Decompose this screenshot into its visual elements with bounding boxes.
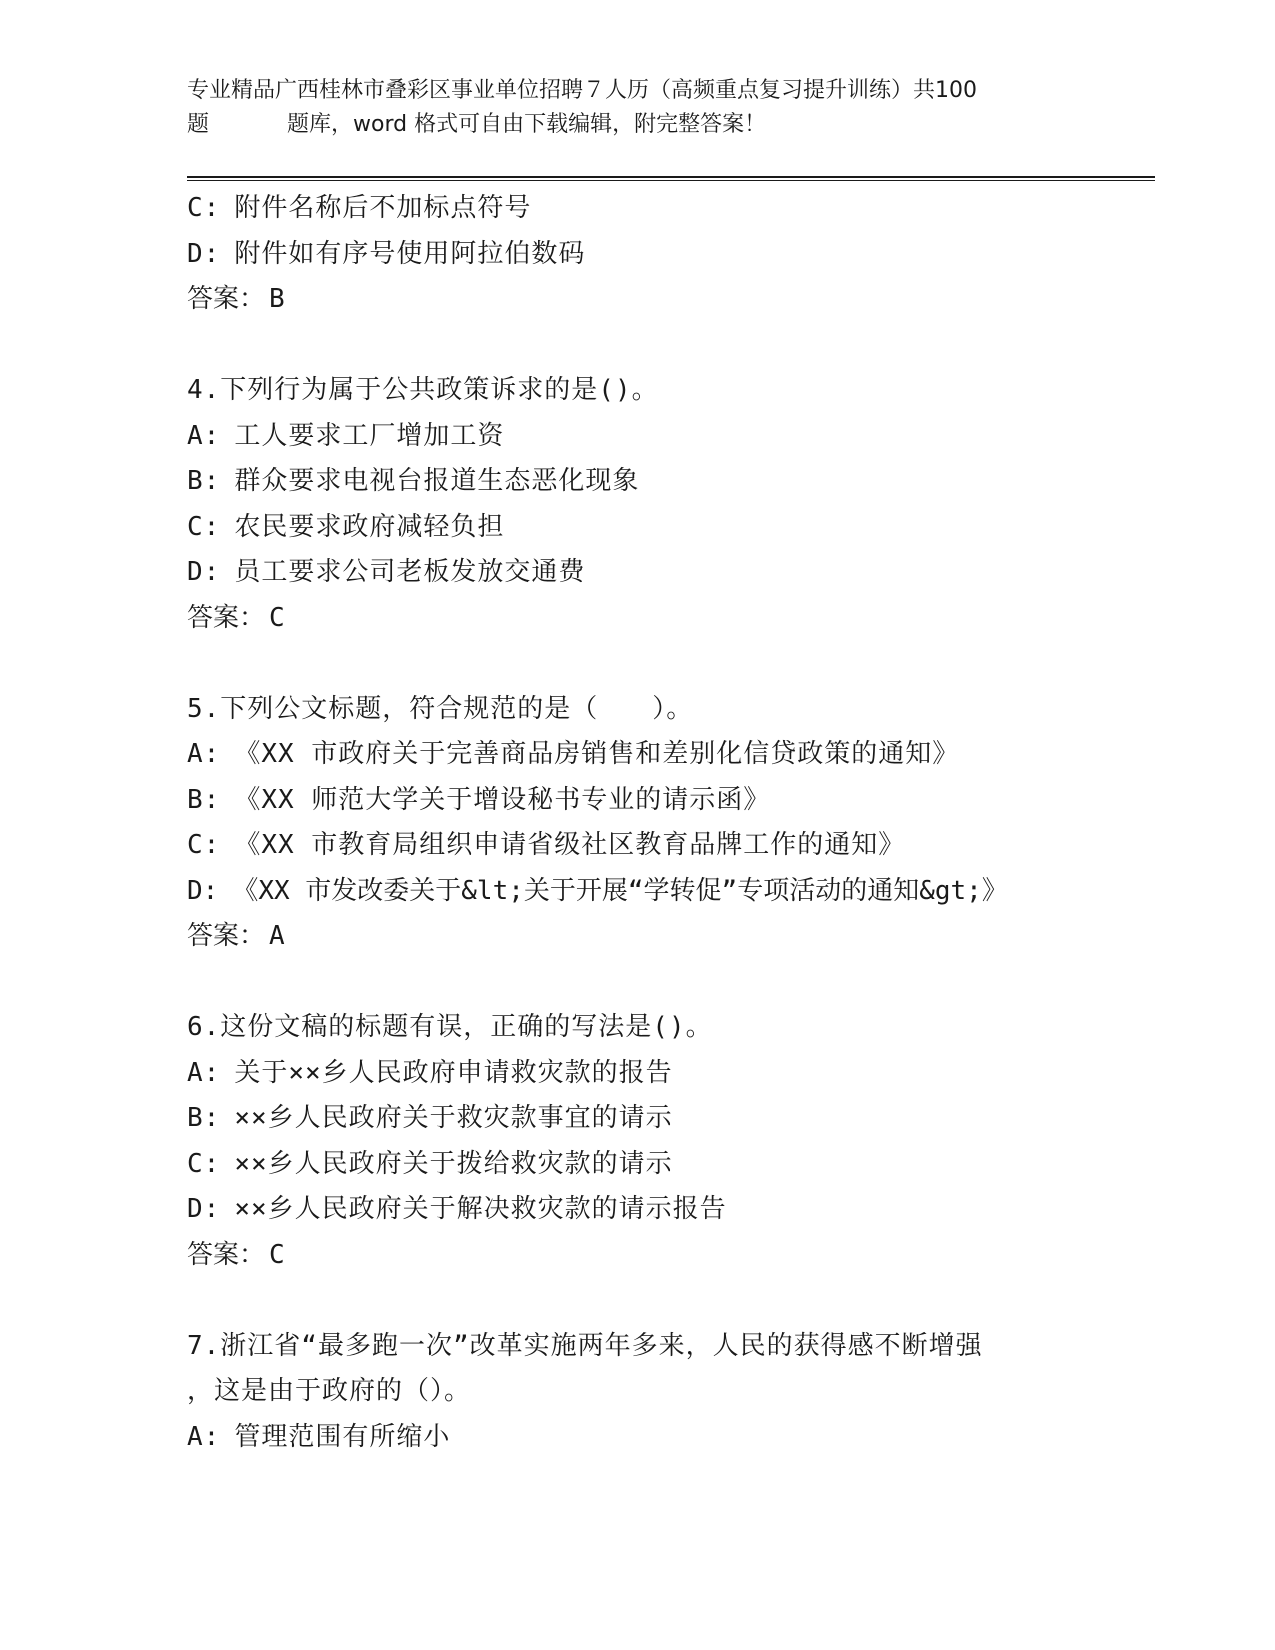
option-label: A: — [187, 739, 221, 769]
option-text: 附件名称后不加标点符号 — [234, 193, 532, 223]
option-label: C: — [187, 1148, 221, 1179]
option-text: 工人要求工厂增加工资 — [234, 420, 505, 451]
question-6 — [187, 1005, 1137, 1278]
option-text: 《XX 市政府关于完善商品房销售和差别化信贷政策的通知》 — [234, 739, 960, 769]
question-7 — [187, 1324, 1137, 1461]
answer-value: B — [269, 284, 285, 314]
option-line — [187, 732, 1137, 778]
question-stem: 4.下列行为属于公共政策诉求的是()。 — [187, 375, 659, 405]
option-line — [187, 459, 1137, 505]
question-5 — [187, 687, 1137, 960]
document-body — [187, 186, 1137, 1460]
option-label: D: — [187, 238, 221, 269]
option-line — [187, 550, 1137, 596]
option-line — [187, 1187, 1137, 1233]
header-divider — [187, 176, 1155, 181]
option-text: 管理范围有所缩小 — [234, 1421, 451, 1452]
option-label: B: — [187, 784, 221, 815]
answer-value: C — [269, 602, 285, 633]
answer-line — [187, 277, 1137, 323]
option-text: 《XX 师范大学关于增设秘书专业的请示函》 — [234, 784, 771, 815]
answer-value: C — [269, 1239, 285, 1270]
option-line — [187, 1415, 1137, 1461]
answer-line — [187, 1233, 1137, 1279]
option-text: ××乡人民政府关于解决救灾款的请示报告 — [234, 1194, 727, 1224]
option-label: C: — [187, 511, 221, 542]
option-label: B: — [187, 466, 221, 496]
option-text: 农民要求政府减轻负担 — [234, 511, 505, 542]
header-title-line2 — [187, 108, 1087, 142]
option-line — [187, 1051, 1137, 1097]
answer-label: 答案： — [187, 921, 266, 951]
answer-line — [187, 596, 1137, 642]
option-label: C: — [187, 830, 221, 860]
option-line — [187, 505, 1137, 551]
option-text: 《XX 市发改委关于&lt;关于开展“学转促”专项活动的通知&gt;》 — [232, 875, 1008, 906]
option-label: A: — [187, 420, 221, 451]
option-text: 群众要求电视台报道生态恶化现象 — [234, 466, 640, 496]
option-line — [187, 232, 1137, 278]
question-stem-line2: ，这是由于政府的（）。 — [187, 1376, 472, 1406]
page-header — [187, 74, 1087, 142]
answer-value: A — [269, 921, 285, 951]
question-stem: 6.这份文稿的标题有误，正确的写法是()。 — [187, 1012, 713, 1042]
option-label: C: — [187, 193, 221, 223]
option-text: 关于××乡人民政府申请救灾款的报告 — [234, 1057, 673, 1088]
option-line — [187, 1142, 1137, 1188]
option-text: 附件如有序号使用阿拉伯数码 — [234, 238, 586, 269]
header-title-line1: 专业精品广西桂林市叠彩区事业单位招聘７人历（高频重点复习提升训练）共100 — [187, 78, 977, 103]
question-4 — [187, 368, 1137, 641]
option-label: A: — [187, 1057, 221, 1088]
option-label: D: — [187, 875, 219, 906]
option-label: D: — [187, 557, 221, 587]
option-text: ××乡人民政府关于救灾款事宜的请示 — [234, 1103, 673, 1133]
option-line — [187, 186, 1137, 232]
option-line — [187, 778, 1137, 824]
option-line — [187, 869, 1137, 915]
answer-line — [187, 914, 1137, 960]
question-stem-line1: 7.浙江省“最多跑一次”改革实施两年多来，人民的获得感不断增强 — [187, 1330, 983, 1361]
option-text: 员工要求公司老板发放交通费 — [234, 557, 586, 587]
question-stem: 5.下列公文标题，符合规范的是（ ）。 — [187, 693, 694, 724]
option-label: D: — [187, 1194, 221, 1224]
question-3-tail — [187, 186, 1137, 323]
answer-label: 答案： — [187, 1239, 266, 1270]
option-line — [187, 414, 1137, 460]
header-title-line2-end: 题库，word 格式可自由下载编辑，附完整答案！ — [287, 112, 767, 137]
answer-label: 答案： — [187, 284, 266, 314]
answer-label: 答案： — [187, 602, 266, 633]
option-line — [187, 1096, 1137, 1142]
option-label: B: — [187, 1103, 221, 1133]
option-line — [187, 823, 1137, 869]
option-text: ××乡人民政府关于拨给救灾款的请示 — [234, 1148, 673, 1179]
option-label: A: — [187, 1421, 221, 1452]
header-title-line2-start: 题 — [187, 112, 210, 137]
option-text: 《XX 市教育局组织申请省级社区教育品牌工作的通知》 — [234, 830, 906, 860]
